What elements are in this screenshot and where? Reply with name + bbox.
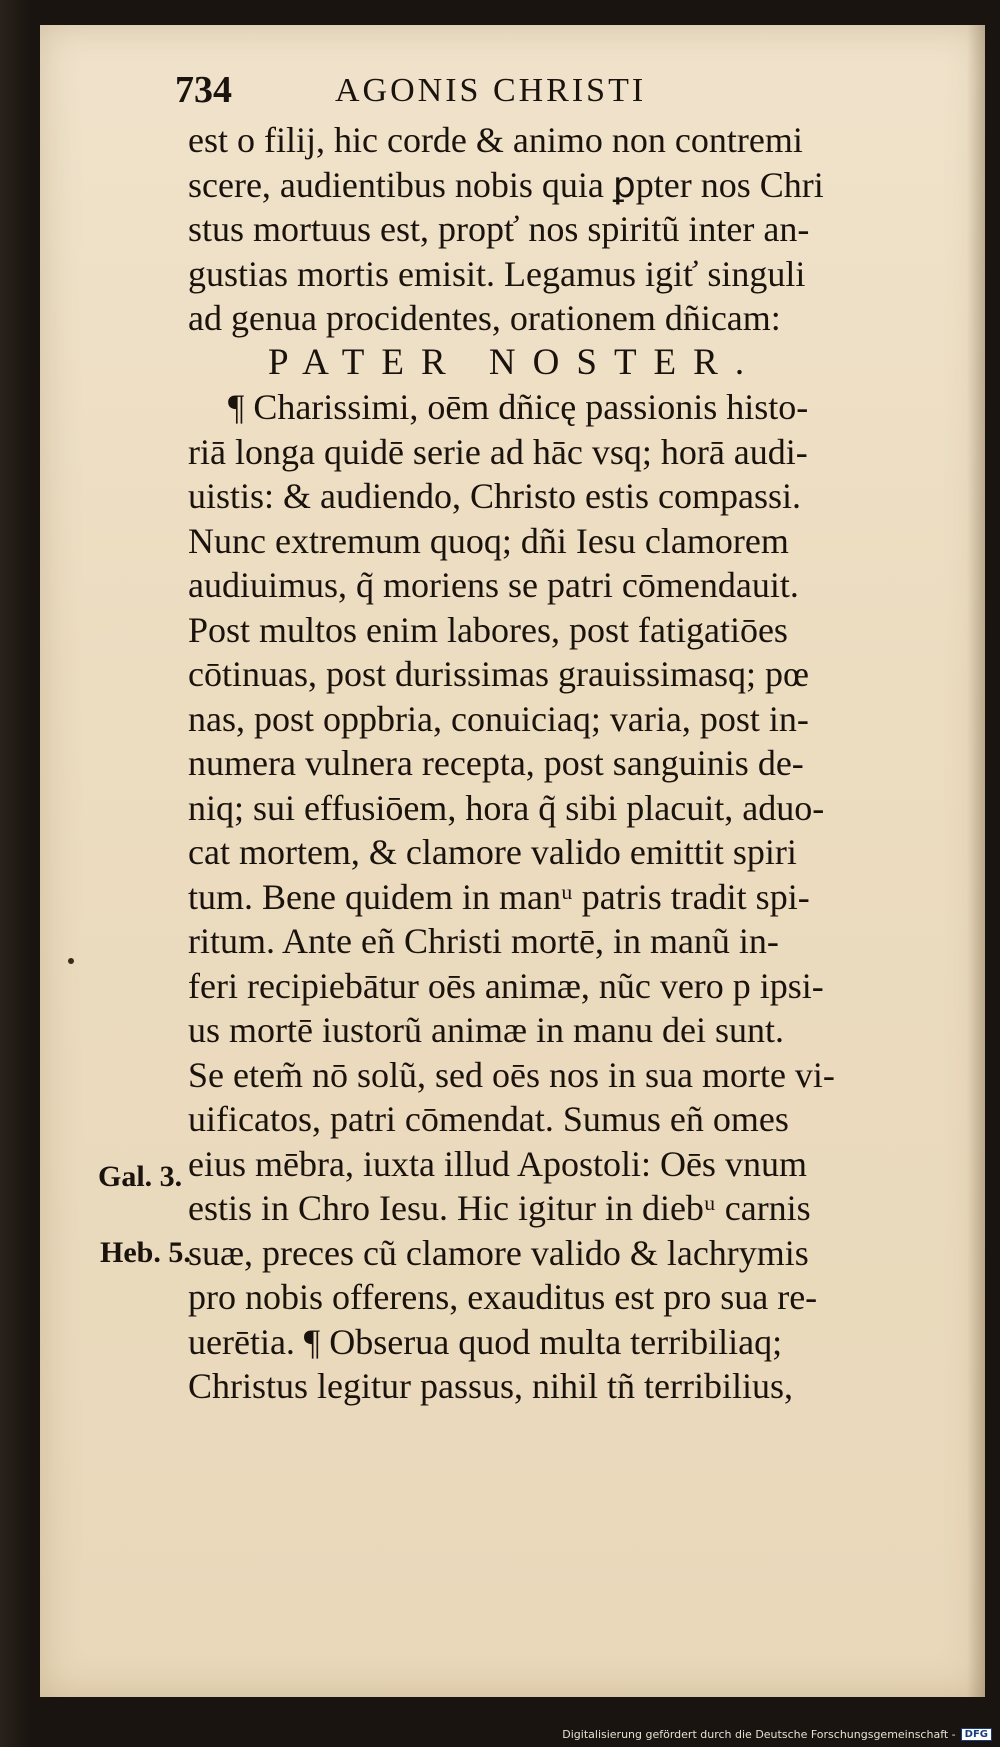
text-line: nas, post oppbria, conuiciaq; varia, post in-: [188, 698, 809, 739]
text-line: gustias mortis emisit. Legamus igiť singuli: [188, 253, 806, 294]
marginal-note-heb: Heb. 5.: [100, 1236, 191, 1269]
text-line: cōtinuas, post durissimas grauissimasq; pœ: [188, 654, 809, 694]
marginal-note-gal: Gal. 3.: [98, 1160, 183, 1193]
text-line: ad genua procidentes, orationem dñicam:: [188, 298, 781, 338]
paragraph-start-line: ¶ Charissimi, oēm dñicę passionis histo-: [228, 387, 809, 427]
text-line: uificatos, patri cōmendat. Sumus eñ omes: [188, 1099, 789, 1139]
text-line: cat mortem, & clamore valido emittit spiri: [188, 832, 797, 872]
text-line: niq; sui effusiōem, hora q̃ sibi placuit, aduo-: [188, 787, 825, 828]
credit-text: Digitalisierung gefördert durch die Deutsche Forschungsgemeinschaft -: [562, 1728, 956, 1741]
section-heading: PATER NOSTER.: [268, 341, 762, 383]
text-line: stus mortuus est, propť nos spiritũ inter an-: [188, 209, 810, 249]
dfg-logo: DFG: [961, 1728, 992, 1741]
text-line: suæ, preces cũ clamore valido & lachrymis: [188, 1232, 809, 1273]
page-number: 734: [175, 69, 232, 111]
body-text: [188, 118, 948, 1409]
text-line: est o filij, hic corde & animo non contremi: [188, 120, 803, 160]
text-line: Nunc extremum quoq; dñi Iesu clamorem: [188, 520, 789, 561]
footer-credit: [562, 1728, 992, 1741]
text-line: feri recipiebātur oēs animæ, nũc vero p ipsi-: [188, 965, 824, 1006]
text-line: us mortē iustorũ animæ in manu dei sunt.: [188, 1010, 784, 1050]
text-line: eius mēbra, iuxta illud Apostoli: Oēs vnum: [188, 1143, 807, 1184]
text-line: Se etem̃ nō solũ, sed oēs nos in sua morte vi-: [188, 1054, 835, 1095]
text-line: ritum. Ante eñ Christi mortē, in manũ in-: [188, 921, 779, 961]
text-line: uistis: & audiendo, Christo estis compassi.: [188, 476, 801, 516]
ink-speck: [68, 958, 74, 964]
page-edge-shadow: [967, 25, 985, 1697]
text-line: pro nobis offerens, exauditus est pro sua re-: [188, 1277, 818, 1317]
running-title: AGONIS CHRISTI: [335, 72, 647, 109]
text-line: scere, audientibus nobis quia ꝑpter nos Chri: [188, 164, 824, 205]
text-line: tum. Bene quidem in manᵘ patris tradit spi-: [188, 876, 810, 917]
text-line: audiuimus, q̃ moriens se patri cōmendauit.: [188, 565, 799, 605]
text-line: Post multos enim labores, post fatigatiōes: [188, 609, 788, 650]
text-line: uerētia. ¶ Obserua quod multa terribiliaq;: [188, 1321, 783, 1362]
text-line: Christus legitur passus, nihil tñ terribilius,: [188, 1366, 793, 1406]
text-line: estis in Chro Iesu. Hic igitur in diebᵘ carnis: [188, 1188, 811, 1228]
text-line: riā longa quidē serie ad hāc vsq; horā audi-: [188, 431, 808, 472]
text-line: numera vulnera recepta, post sanguinis de-: [188, 743, 804, 783]
